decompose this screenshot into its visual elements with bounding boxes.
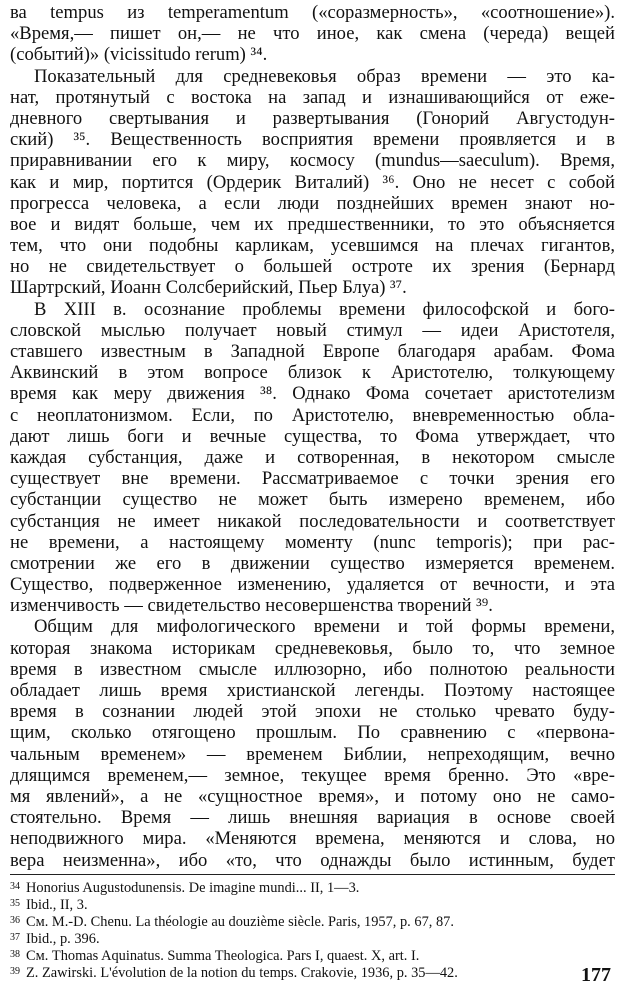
- text-line: которая знакома историкам средневековья, было то, что земное: [10, 637, 615, 659]
- text-line: время в известном смысле иллюзорно, ибо полнотою реальности: [10, 658, 615, 680]
- footnote: [10, 948, 615, 965]
- text-line: ва tempus из temperamentum («соразмерность», «соотношение»).: [10, 2, 615, 23]
- text-line: время в сознании людей этой эпохи не столько чревато буду-: [10, 701, 615, 723]
- text-line: ставшего известным в Западной Европе благодаря арабам. Фома: [10, 341, 615, 362]
- text-line: изменчивость — свидетельство несовершенства творений ³⁹.: [10, 595, 493, 617]
- text-line: субстанция не имеет никакой последовательности и соответствует: [10, 510, 615, 532]
- text-line: Аквинский в этом вопросе близок к Аристотелю, толкующему: [10, 362, 615, 384]
- text-line: словской мыслью получает новый стимул — идеи Аристотеля,: [10, 319, 615, 341]
- body-text: [10, 2, 615, 871]
- footnote: [10, 880, 615, 897]
- footnote-number: 38: [10, 949, 20, 960]
- footnote-text: Honorius Augustodunensis. De imagine mundi... II, 1—3.: [26, 880, 360, 896]
- text-line: дневного свертывания и развертывания (Гонорий Августодун-: [10, 107, 615, 129]
- text-line: тем, что они подобны карликам, усевшимся на плечах гигантов,: [10, 235, 615, 257]
- text-line: прогресса человека, а если люди позднейших времен знают но-: [10, 192, 615, 214]
- text-line: дают лишь боги и вечные существа, то Фома утверждает, что: [10, 425, 615, 447]
- text-line: вера неизменна», ибо «то, что однажды было истинным, будет: [10, 849, 615, 871]
- footnote: [10, 914, 615, 931]
- text-line: но не свидетельствует о большей остроте их зрения (Бернард: [10, 256, 615, 278]
- text-line: как и мир, портится (Ордерик Виталий) ³⁶. Оно не несет с собой: [10, 171, 615, 193]
- page-number: 177: [581, 964, 611, 986]
- text-line: Показательный для средневековья образ времени — это ка-: [34, 65, 615, 87]
- footnote-number: 39: [10, 966, 20, 977]
- text-line: длящимся временем,— земное, текущее время бренно. Это «вре-: [10, 764, 615, 786]
- text-line: неподвижного мира. «Меняются времена, меняются и слова, но: [10, 828, 615, 850]
- text-line: щим, сколько отягощено прошлым. По сравнению с «первона-: [10, 722, 615, 744]
- text-line: с неоплатонизмом. Если, по Аристотелю, вневременностью обла-: [10, 404, 615, 426]
- book-page: [10, 0, 615, 993]
- text-line: ский) ³⁵. Вещественность восприятия времени проявляется и в: [10, 129, 615, 151]
- text-line: каждая субстанция, даже и сотворенная, в некотором смысле: [10, 446, 615, 468]
- footnote-text: См. Thomas Aquinatus. Summa Theologica. Pars I, quaest. X, art. I.: [26, 948, 420, 964]
- text-line: приравнивании его к миру, космосу (mundus—saeculum). Время,: [10, 150, 615, 172]
- footnote-text: Ibid., II, 3.: [26, 897, 88, 913]
- footnote: [10, 931, 615, 948]
- text-line: смотрении же его в движении существо измеряется временем.: [10, 552, 615, 574]
- text-line: Общим для мифологического времени и той формы времени,: [34, 616, 615, 638]
- text-line: Существо, подверженное изменению, удаляется от вечности, и эта: [10, 574, 615, 596]
- footnote-text: Z. Zawirski. L'évolution de la notion du temps. Crakovie, 1936, p. 35—42.: [26, 965, 458, 981]
- text-line: субстанции существо не может быть измерено временем, ибо: [10, 489, 615, 511]
- text-line: мя явлений», а не «сущностное время», и потому оно не само-: [10, 785, 615, 807]
- text-line: стоятельно. Время — лишь внешняя вариация в основе своей: [10, 807, 615, 829]
- text-line: не времени, а настоящему моменту (nunc temporis); при рас-: [10, 531, 615, 553]
- text-line: Шартрский, Иоанн Солсберийский, Пьер Блуа) ³⁷.: [10, 277, 407, 299]
- text-line: существует вне времени. Рассматриваемое с точки зрения его: [10, 468, 615, 490]
- footnotes: [10, 874, 615, 982]
- text-line: В XIII в. осознание проблемы времени философской и бого-: [34, 298, 615, 320]
- text-line: нат, протянутый с востока на запад и изнашивающийся от еже-: [10, 86, 615, 108]
- text-line: (событий)» (vicissitudo rerum) ³⁴.: [10, 44, 268, 66]
- text-line: время как меру движения ³⁸. Однако Фома сочетает аристотелизм: [10, 383, 615, 405]
- text-line: чальным временем» — временем Библии, непреходящим, вечно: [10, 743, 615, 765]
- footnote-text: См. M.-D. Chenu. La théologie au douzième siècle. Paris, 1957, p. 67, 87.: [26, 914, 454, 930]
- footnote-number: 36: [10, 915, 20, 926]
- footnote-number: 34: [10, 881, 20, 892]
- footnote-number: 35: [10, 898, 20, 909]
- text-line: вое и видят больше, чем их предшественники, то это объясняется: [10, 213, 615, 235]
- footnote-text: Ibid., p. 396.: [26, 931, 100, 947]
- footnote: [10, 965, 615, 982]
- text-line: «Время,— пишет он,— не что иное, как смена (череда) вещей: [10, 23, 615, 45]
- footnote: [10, 897, 615, 914]
- text-line: обладает лишь время христианской легенды. Поэтому настоящее: [10, 680, 615, 701]
- footnote-number: 37: [10, 932, 20, 943]
